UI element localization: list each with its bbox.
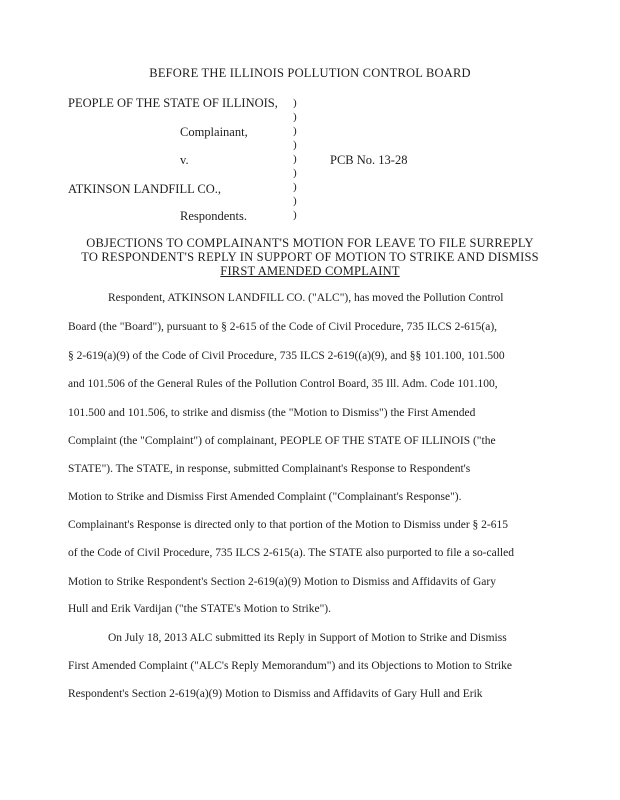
plaintiff-name: PEOPLE OF THE STATE OF ILLINOIS, — [68, 96, 278, 110]
caption-paren: ) — [293, 195, 297, 207]
plaintiff-role: Complainant, — [180, 125, 248, 139]
body-line: Hull and Erik Vardijan ("the STATE's Motion to Strike"). — [68, 603, 331, 615]
body-line: On July 18, 2013 ALC submitted its Reply in Support of Motion to Strike and Dismiss — [108, 632, 507, 644]
body-line: First Amended Complaint ("ALC's Reply Memorandum") and its Objections to Motion to Strike — [68, 660, 512, 672]
caption-paren: ) — [293, 139, 297, 151]
defendant-name: ATKINSON LANDFILL CO., — [68, 182, 222, 196]
body-line: Respondent, ATKINSON LANDFILL CO. ("ALC"), has moved the Pollution Control — [108, 292, 504, 304]
body-line: § 2-619(a)(9) of the Code of Civil Procedure, 735 ILCS 2-619((a)(9), and §§ 101.100, 101.500 — [68, 350, 505, 362]
body-line: Respondent's Section 2-619(a)(9) Motion to Dismiss and Affidavits of Gary Hull and Erik — [68, 688, 483, 700]
caption-paren: ) — [293, 181, 297, 193]
document-title-underlined: FIRST AMENDED COMPLAINT — [220, 264, 400, 278]
defendant-role: Respondents. — [180, 209, 248, 223]
body-line: STATE"). The STATE, in response, submitted Complainant's Response to Respondent's — [68, 463, 471, 475]
document-title-line-1: OBJECTIONS TO COMPLAINANT'S MOTION FOR LEAVE TO FILE SURREPLY — [86, 236, 534, 250]
caption-paren: ) — [293, 167, 297, 179]
caption-paren: ) — [293, 153, 297, 165]
caption-paren: ) — [293, 97, 297, 109]
case-number: PCB No. 13-28 — [330, 153, 408, 167]
caption-paren: ) — [293, 111, 297, 123]
body-line: Motion to Strike and Dismiss First Amended Complaint ("Complainant's Response"). — [68, 491, 462, 503]
body-line: Complainant's Response is directed only to that portion of the Motion to Dismiss under § 2-615 — [68, 519, 508, 531]
document-title-line-3 — [0, 264, 620, 279]
body-line: of the Code of Civil Procedure, 735 ILCS 2-615(a). The STATE also purported to file a so-called — [68, 547, 514, 559]
court-heading: BEFORE THE ILLINOIS POLLUTION CONTROL BOARD — [149, 66, 471, 80]
document-title-line-2: TO RESPONDENT'S REPLY IN SUPPORT OF MOTION TO STRIKE AND DISMISS — [81, 250, 539, 264]
body-line: Complaint (the "Complaint") of complainant, PEOPLE OF THE STATE OF ILLINOIS ("the — [68, 435, 496, 447]
body-line: Board (the "Board"), pursuant to § 2-615 of the Code of Civil Procedure, 735 ILCS 2-615(a), — [68, 321, 498, 333]
versus-label: v. — [180, 153, 189, 167]
caption-paren: ) — [293, 125, 297, 137]
body-line: Motion to Strike Respondent's Section 2-619(a)(9) Motion to Dismiss and Affidavits of Gary — [68, 576, 496, 588]
caption-paren: ) — [293, 209, 297, 221]
body-line: 101.500 and 101.506, to strike and dismiss (the "Motion to Dismiss") the First Amended — [68, 407, 476, 419]
body-line: and 101.506 of the General Rules of the Pollution Control Board, 35 Ill. Adm. Code 101.100, — [68, 378, 498, 390]
